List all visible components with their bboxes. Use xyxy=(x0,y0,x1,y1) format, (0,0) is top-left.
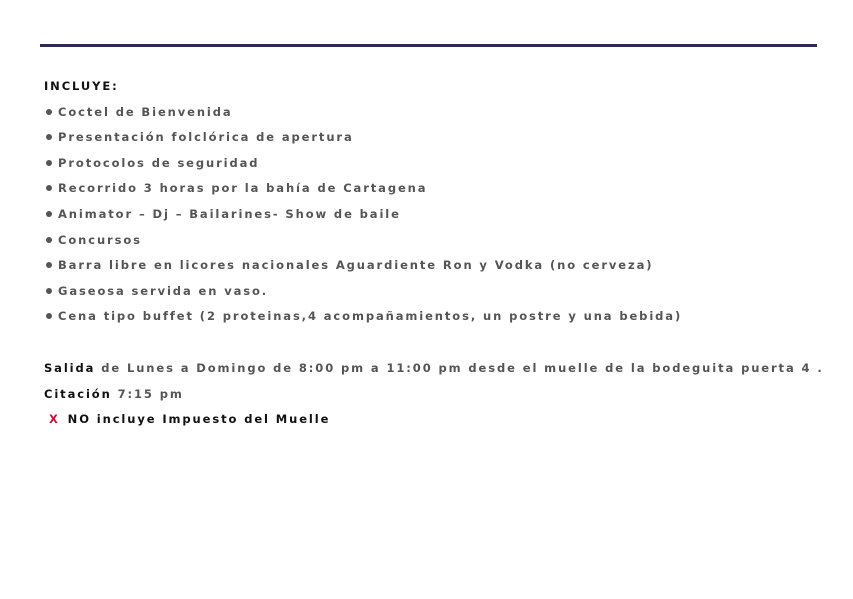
top-divider xyxy=(40,44,817,47)
bullet-icon xyxy=(46,134,52,140)
x-icon: X xyxy=(49,412,60,427)
list-item-text: Gaseosa servida en vaso. xyxy=(58,283,269,298)
departure-label: Salida xyxy=(44,360,96,375)
document-body xyxy=(44,78,824,437)
meeting-text: 7:15 pm xyxy=(111,386,184,401)
bullet-icon xyxy=(46,237,52,243)
list-item xyxy=(44,129,824,155)
list-item-text: Animator – Dj – Bailarines- Show de baile xyxy=(58,206,401,221)
departure-line xyxy=(44,360,824,386)
list-item xyxy=(44,308,824,334)
bullet-icon xyxy=(46,185,52,191)
bullet-icon xyxy=(46,109,52,115)
list-item-text: Recorrido 3 horas por la bahía de Cartagena xyxy=(58,181,428,196)
meeting-label: Citación xyxy=(44,386,112,401)
departure-text: de Lunes a Domingo de 8:00 pm a 11:00 pm desde el muelle de la bodeguita puerta 4 . xyxy=(95,360,824,375)
list-item xyxy=(44,104,824,130)
list-item-text: Coctel de Bienvenida xyxy=(58,104,233,119)
list-item-text: Presentación folclórica de apertura xyxy=(58,130,354,145)
includes-heading: INCLUYE: xyxy=(44,79,119,93)
spacer xyxy=(44,334,824,360)
exclusion-line xyxy=(44,411,824,437)
list-item-text: Barra libre en licores nacionales Aguardiente Ron y Vodka (no cerveza) xyxy=(58,258,654,273)
bullet-icon xyxy=(46,313,52,319)
bullet-icon xyxy=(46,160,52,166)
list-item-text: Cena tipo buffet (2 proteinas,4 acompañamientos, un postre y una bebida) xyxy=(58,309,683,324)
meeting-line xyxy=(44,386,824,412)
bullet-icon xyxy=(46,262,52,268)
list-item xyxy=(44,232,824,258)
list-item xyxy=(44,283,824,309)
list-item xyxy=(44,206,824,232)
bullet-icon xyxy=(46,288,52,294)
exclusion-text: NO incluye Impuesto del Muelle xyxy=(61,412,331,427)
list-item-text: Concursos xyxy=(58,232,142,247)
list-item xyxy=(44,257,824,283)
list-item-text: Protocolos de seguridad xyxy=(58,155,260,170)
bullet-icon xyxy=(46,211,52,217)
list-item xyxy=(44,155,824,181)
list-item xyxy=(44,180,824,206)
